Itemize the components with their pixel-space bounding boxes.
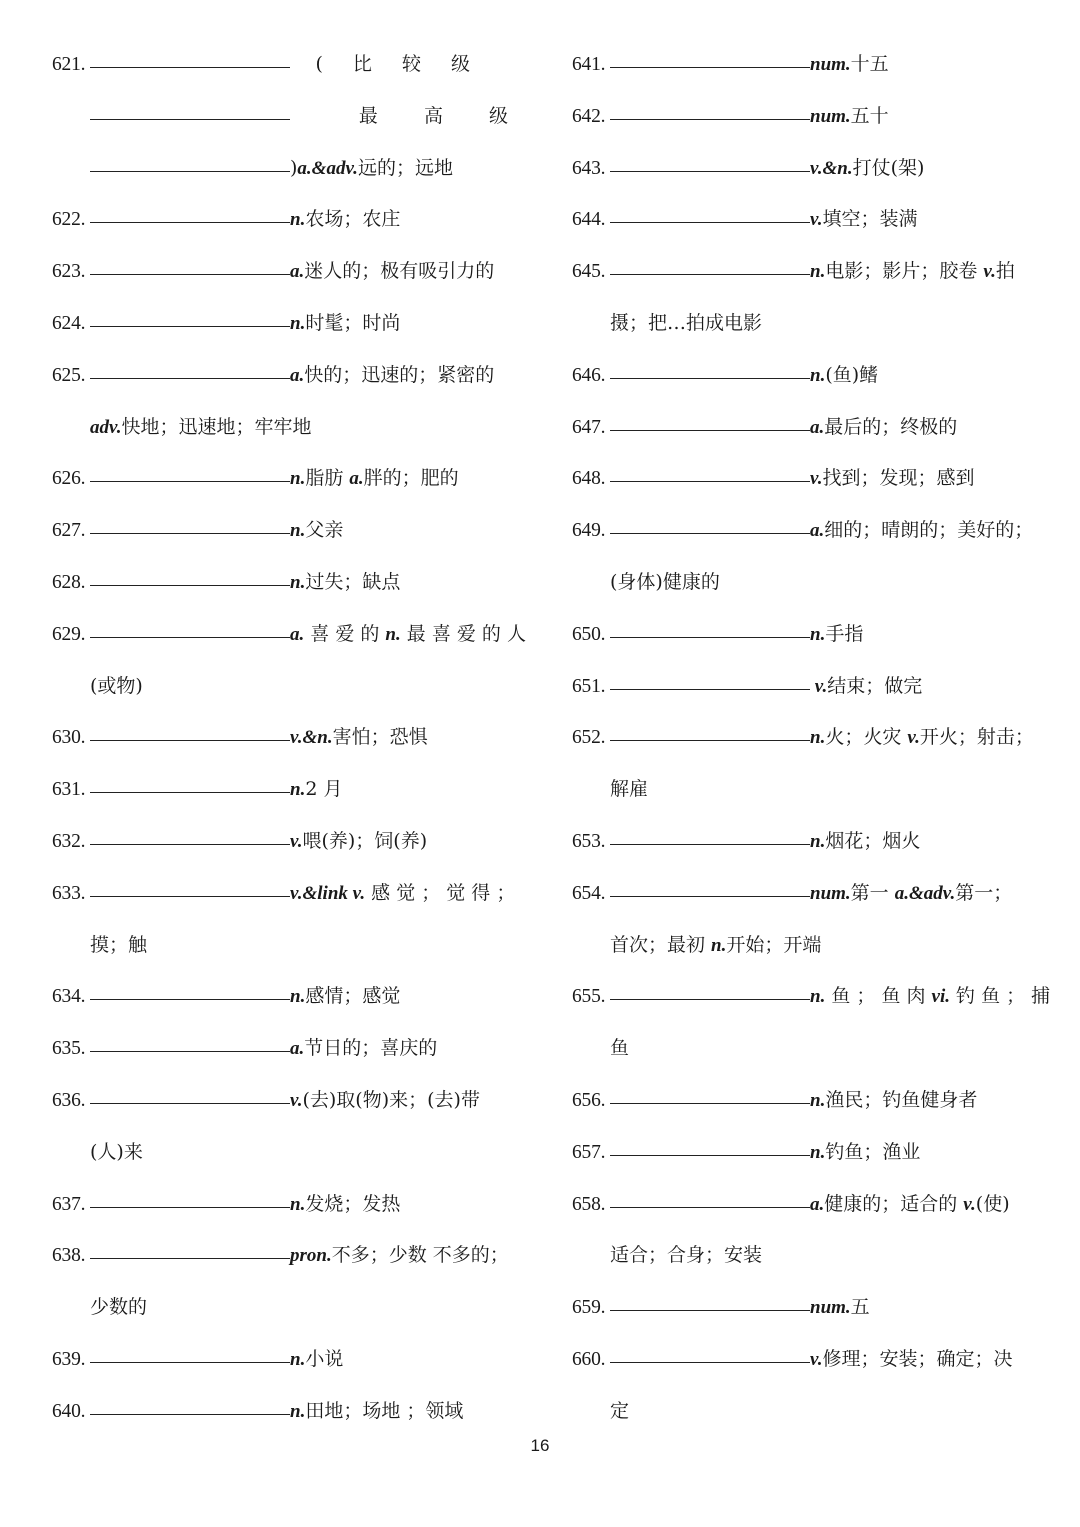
entry-number: 622.: [52, 209, 86, 231]
definition: 最 喜 爱 的 人: [400, 622, 526, 645]
entry-number: 623.: [52, 261, 86, 283]
entry-636-cont: [52, 1127, 522, 1179]
answer-blank[interactable]: [90, 377, 290, 379]
part-of-speech: n.: [810, 1089, 826, 1111]
part-of-speech: a.&adv.: [894, 882, 956, 904]
answer-blank[interactable]: [610, 895, 810, 897]
entry-number: 624.: [52, 312, 86, 334]
part-of-speech: n.: [290, 986, 306, 1008]
part-of-speech: n.: [290, 1193, 306, 1215]
definition: 脂肪: [305, 467, 350, 490]
part-of-speech: num.: [810, 105, 851, 127]
definition: 火；火灾: [825, 726, 908, 749]
answer-blank[interactable]: [610, 1361, 810, 1363]
answer-blank[interactable]: [610, 221, 810, 223]
superlative-label: 最 高 级: [358, 104, 508, 127]
entry-633-cont: [52, 920, 522, 972]
definition: 远的；远地: [357, 156, 453, 179]
answer-blank[interactable]: [610, 480, 810, 482]
entry-633: [52, 868, 522, 920]
entry-649: [572, 505, 1042, 557]
entry-number: 649.: [572, 520, 606, 542]
part-of-speech: v.: [810, 675, 828, 697]
entry-632: [52, 816, 522, 868]
definition: 修理；安装；确定；决: [822, 1347, 1013, 1370]
entry-648: [572, 453, 1042, 505]
part-of-speech: n.: [810, 623, 826, 645]
definition: 健康的；适合的: [824, 1192, 964, 1215]
entry-number: 633.: [52, 882, 86, 904]
entry-number: 654.: [572, 882, 606, 904]
definition: 少数的: [90, 1296, 148, 1319]
definition: 摸；触: [90, 933, 148, 956]
definition: 节日的；喜庆的: [304, 1037, 438, 1060]
entry-number: 655.: [572, 986, 606, 1008]
entry-number: 638.: [52, 1245, 86, 1267]
entry-655: [572, 971, 1051, 1023]
definition: 胖的；肥的: [363, 467, 459, 490]
answer-blank[interactable]: [90, 273, 290, 275]
definition: 首次；最初: [610, 933, 712, 956]
part-of-speech: n.: [290, 1348, 306, 1370]
definition: 感 觉 ； 觉 得 ；: [365, 881, 516, 904]
answer-blank[interactable]: [90, 843, 290, 845]
entry-629-cont: [52, 661, 522, 713]
part-of-speech: num.: [810, 1297, 851, 1319]
entry-642: [572, 91, 1042, 143]
part-of-speech: n.: [290, 1400, 306, 1422]
answer-blank[interactable]: [610, 1206, 810, 1208]
page-number: 16: [530, 1436, 550, 1455]
definition: (身体)健康的: [610, 570, 720, 593]
entry-640: [52, 1386, 522, 1438]
definition: 开始；开端: [726, 933, 822, 956]
part-of-speech: v.: [290, 1089, 303, 1111]
definition: 摄；把…拍成电影: [610, 311, 763, 334]
definition: 结束；做完: [827, 674, 923, 697]
entry-number: 656.: [572, 1089, 606, 1111]
entry-number: 630.: [52, 727, 86, 749]
comparative-label: ( 比 较 级: [315, 53, 470, 75]
part-of-speech: a.: [810, 520, 825, 542]
entry-number: 642.: [572, 105, 606, 127]
part-of-speech: v.&n.: [290, 727, 333, 749]
part-of-speech: v.: [810, 209, 823, 231]
entry-645-cont: [572, 298, 1042, 350]
part-of-speech: n.: [290, 571, 306, 593]
entry-number: 627.: [52, 520, 86, 542]
answer-blank[interactable]: [90, 1257, 290, 1259]
answer-blank[interactable]: [90, 325, 290, 327]
entry-652: [572, 712, 1042, 764]
part-of-speech: num.: [810, 54, 851, 75]
part-of-speech: a.: [349, 468, 364, 490]
answer-blank[interactable]: [610, 66, 810, 68]
part-of-speech: n.: [290, 468, 306, 490]
entry-621-line3: )a.&adv.远的；远地: [52, 143, 522, 195]
entry-number: 650.: [572, 623, 606, 645]
definition: (去)取(物)来；(去)带: [302, 1088, 480, 1111]
answer-blank[interactable]: [610, 429, 810, 431]
entry-639: [52, 1334, 522, 1386]
entry-628: [52, 557, 522, 609]
answer-blank[interactable]: [610, 1309, 810, 1311]
definition: 农场；农庄: [305, 208, 401, 231]
entry-654: [572, 868, 1042, 920]
entry-638-cont: [52, 1282, 522, 1334]
entry-655-cont: [572, 1023, 1042, 1075]
answer-blank[interactable]: [90, 66, 290, 68]
entry-634: [52, 971, 522, 1023]
answer-blank[interactable]: [90, 895, 290, 897]
definition: 父亲: [305, 519, 344, 542]
definition: 细的；晴朗的；美好的；: [824, 519, 1034, 542]
part-of-speech: a.: [290, 261, 305, 283]
entry-number: 635.: [52, 1038, 86, 1060]
entry-number: 651.: [572, 675, 606, 697]
entry-656: [572, 1075, 1042, 1127]
answer-blank[interactable]: [610, 273, 810, 275]
definition: 最后的；终极的: [824, 415, 958, 438]
definition: (鱼)鳍: [825, 363, 879, 386]
entry-660-cont: [572, 1386, 1042, 1438]
part-of-speech: n.: [290, 209, 306, 231]
entry-629: [52, 609, 526, 661]
definition: 过失；缺点: [305, 570, 401, 593]
definition: 小说: [305, 1347, 344, 1370]
entry-637: [52, 1179, 522, 1231]
definition: (或物): [90, 674, 143, 697]
entry-644: [572, 194, 1042, 246]
answer-blank[interactable]: [90, 1413, 290, 1415]
part-of-speech: n.: [810, 364, 826, 386]
answer-blank[interactable]: [610, 688, 810, 690]
entry-number: 641.: [572, 54, 606, 75]
part-of-speech: n.: [810, 727, 826, 749]
definition: 快的；迅速的；紧密的: [304, 363, 495, 386]
definition: 适合；合身；安装: [610, 1244, 763, 1267]
answer-blank[interactable]: [90, 584, 290, 586]
definition: 渔民；钓鱼健身者: [825, 1088, 978, 1111]
part-of-speech: v.: [810, 1348, 823, 1370]
part-of-speech: n.: [385, 623, 401, 645]
definition: 电影；影片；胶卷: [825, 260, 984, 283]
entry-657: [572, 1127, 1042, 1179]
part-of-speech: v.: [983, 261, 996, 283]
definition: 不多；少数 不多的；: [331, 1244, 509, 1267]
answer-blank[interactable]: [90, 636, 290, 638]
part-of-speech: adv.: [90, 416, 122, 438]
definition: 喜 爱 的: [304, 622, 386, 645]
part-of-speech: n.: [290, 520, 306, 542]
entry-number: 637.: [52, 1193, 86, 1215]
answer-blank[interactable]: [90, 1361, 290, 1363]
entry-641: [572, 39, 1042, 91]
definition: 定: [610, 1399, 630, 1422]
definition: 快地；迅速地；牢牢地: [121, 415, 312, 438]
part-of-speech: v.: [810, 468, 823, 490]
answer-blank[interactable]: [90, 221, 290, 223]
answer-blank[interactable]: [610, 532, 810, 534]
entry-658-cont: [572, 1230, 1042, 1282]
part-of-speech: num.: [810, 882, 851, 904]
answer-blank[interactable]: [90, 532, 290, 534]
part-of-speech: a.&adv.: [297, 157, 358, 179]
entry-number: 626.: [52, 468, 86, 490]
entry-number: 639.: [52, 1348, 86, 1370]
part-of-speech: a.: [290, 623, 305, 645]
entry-number: 659.: [572, 1297, 606, 1319]
entry-number: 653.: [572, 830, 606, 852]
part-of-speech: v.: [290, 830, 303, 852]
definition: 烟花；烟火: [825, 829, 921, 852]
definition: 手指: [825, 622, 864, 645]
answer-blank[interactable]: [90, 791, 290, 793]
answer-blank[interactable]: [90, 170, 290, 172]
right-column: [572, 39, 1051, 1438]
part-of-speech: n.: [810, 261, 826, 283]
entry-647: [572, 402, 1042, 454]
answer-blank[interactable]: [90, 1102, 290, 1104]
entry-number: 644.: [572, 209, 606, 231]
entry-625: [52, 350, 522, 402]
definition: (使): [975, 1192, 1010, 1215]
entry-622: [52, 194, 522, 246]
part-of-speech: vi.: [931, 986, 950, 1008]
entry-652-cont: [572, 764, 1042, 816]
definition: 填空；装满: [822, 208, 918, 231]
definition: 时髦；时尚: [305, 311, 401, 334]
answer-blank[interactable]: [90, 1050, 290, 1052]
definition: 打仗(架): [852, 156, 925, 179]
entry-number: 647.: [572, 416, 606, 438]
definition: 钓 鱼 ； 捕: [950, 985, 1051, 1008]
entry-621: [52, 39, 522, 91]
part-of-speech: n.: [810, 986, 826, 1008]
left-column: [52, 39, 526, 1438]
definition: 找到；发现；感到: [822, 467, 975, 490]
entry-627: [52, 505, 522, 557]
part-of-speech: n.: [290, 312, 306, 334]
entry-654-cont: [572, 920, 1042, 972]
answer-blank[interactable]: [610, 1154, 810, 1156]
entry-638: [52, 1230, 522, 1282]
entry-630: [52, 712, 522, 764]
entry-624: [52, 298, 522, 350]
definition: (人)来: [90, 1140, 143, 1163]
entry-621-line2: [52, 91, 522, 143]
entry-number: 646.: [572, 364, 606, 386]
definition: 第一；: [955, 881, 1013, 904]
entry-650: [572, 609, 1042, 661]
answer-blank[interactable]: [90, 739, 290, 741]
definition: 十五: [850, 53, 889, 75]
definition: 鱼: [610, 1037, 630, 1060]
answer-blank[interactable]: [610, 739, 810, 741]
entry-623: [52, 246, 522, 298]
answer-blank[interactable]: [610, 1102, 810, 1104]
definition: 解雇: [610, 778, 649, 801]
answer-blank[interactable]: [610, 998, 810, 1000]
definition: 田地；场地 ；领域: [305, 1399, 464, 1422]
part-of-speech: n.: [290, 779, 306, 801]
part-of-speech: a.: [290, 364, 305, 386]
part-of-speech: v.: [963, 1193, 976, 1215]
entry-number: 629.: [52, 623, 86, 645]
part-of-speech: a.: [810, 416, 825, 438]
answer-blank[interactable]: [610, 118, 810, 120]
entry-number: 640.: [52, 1400, 86, 1422]
entry-646: [572, 350, 1042, 402]
part-of-speech: v.&link v.: [290, 882, 366, 904]
part-of-speech: n.: [810, 1141, 826, 1163]
entry-660: [572, 1334, 1042, 1386]
answer-blank[interactable]: [90, 998, 290, 1000]
definition: 五: [850, 1296, 870, 1319]
entry-number: 643.: [572, 157, 606, 179]
entry-653: [572, 816, 1042, 868]
part-of-speech: v.: [907, 727, 920, 749]
answer-blank[interactable]: [610, 170, 810, 172]
entry-number: 632.: [52, 830, 86, 852]
definition: 迷人的；极有吸引力的: [304, 260, 495, 283]
definition: 拍: [995, 260, 1015, 283]
answer-blank[interactable]: [90, 118, 290, 120]
entry-number: 628.: [52, 571, 86, 593]
answer-blank[interactable]: [610, 843, 810, 845]
entry-number: 631.: [52, 779, 86, 801]
part-of-speech: a.: [290, 1038, 305, 1060]
definition: 2 月: [305, 778, 343, 801]
definition: 鱼 ； 鱼 肉: [825, 985, 932, 1008]
part-of-speech: pron.: [290, 1245, 332, 1267]
definition: 发烧；发热: [305, 1192, 401, 1215]
entry-number: 657.: [572, 1141, 606, 1163]
entry-number: 660.: [572, 1348, 606, 1370]
answer-blank[interactable]: [610, 377, 810, 379]
entry-631: [52, 764, 522, 816]
answer-blank[interactable]: [90, 480, 290, 482]
entry-number: 621.: [52, 54, 86, 75]
entry-636: [52, 1075, 522, 1127]
part-of-speech: n.: [810, 830, 826, 852]
entry-number: 636.: [52, 1089, 86, 1111]
definition: 感情；感觉: [305, 985, 401, 1008]
entry-625-cont: [52, 402, 522, 454]
entry-649-cont: [572, 557, 1042, 609]
entry-651: [572, 661, 1042, 713]
answer-blank[interactable]: [90, 1206, 290, 1208]
entry-658: [572, 1179, 1042, 1231]
definition: 喂(养)；饲(养): [302, 829, 428, 852]
entry-number: 658.: [572, 1193, 606, 1215]
definition: 开火；射击；: [919, 726, 1034, 749]
entry-643: [572, 143, 1042, 195]
definition: 五十: [850, 104, 889, 127]
entry-number: 634.: [52, 986, 86, 1008]
definition: 害怕；恐惧: [332, 726, 428, 749]
part-of-speech: v.&n.: [810, 157, 853, 179]
part-of-speech: n.: [711, 934, 727, 956]
answer-blank[interactable]: [610, 636, 810, 638]
part-of-speech: a.: [810, 1193, 825, 1215]
entry-645: [572, 246, 1042, 298]
definition: 钓鱼；渔业: [825, 1140, 921, 1163]
definition: 第一: [850, 881, 895, 904]
entry-number: 625.: [52, 364, 86, 386]
entry-number: 645.: [572, 261, 606, 283]
entry-626: [52, 453, 522, 505]
entry-number: 652.: [572, 727, 606, 749]
entry-659: [572, 1282, 1042, 1334]
entry-number: 648.: [572, 468, 606, 490]
entry-635: [52, 1023, 522, 1075]
